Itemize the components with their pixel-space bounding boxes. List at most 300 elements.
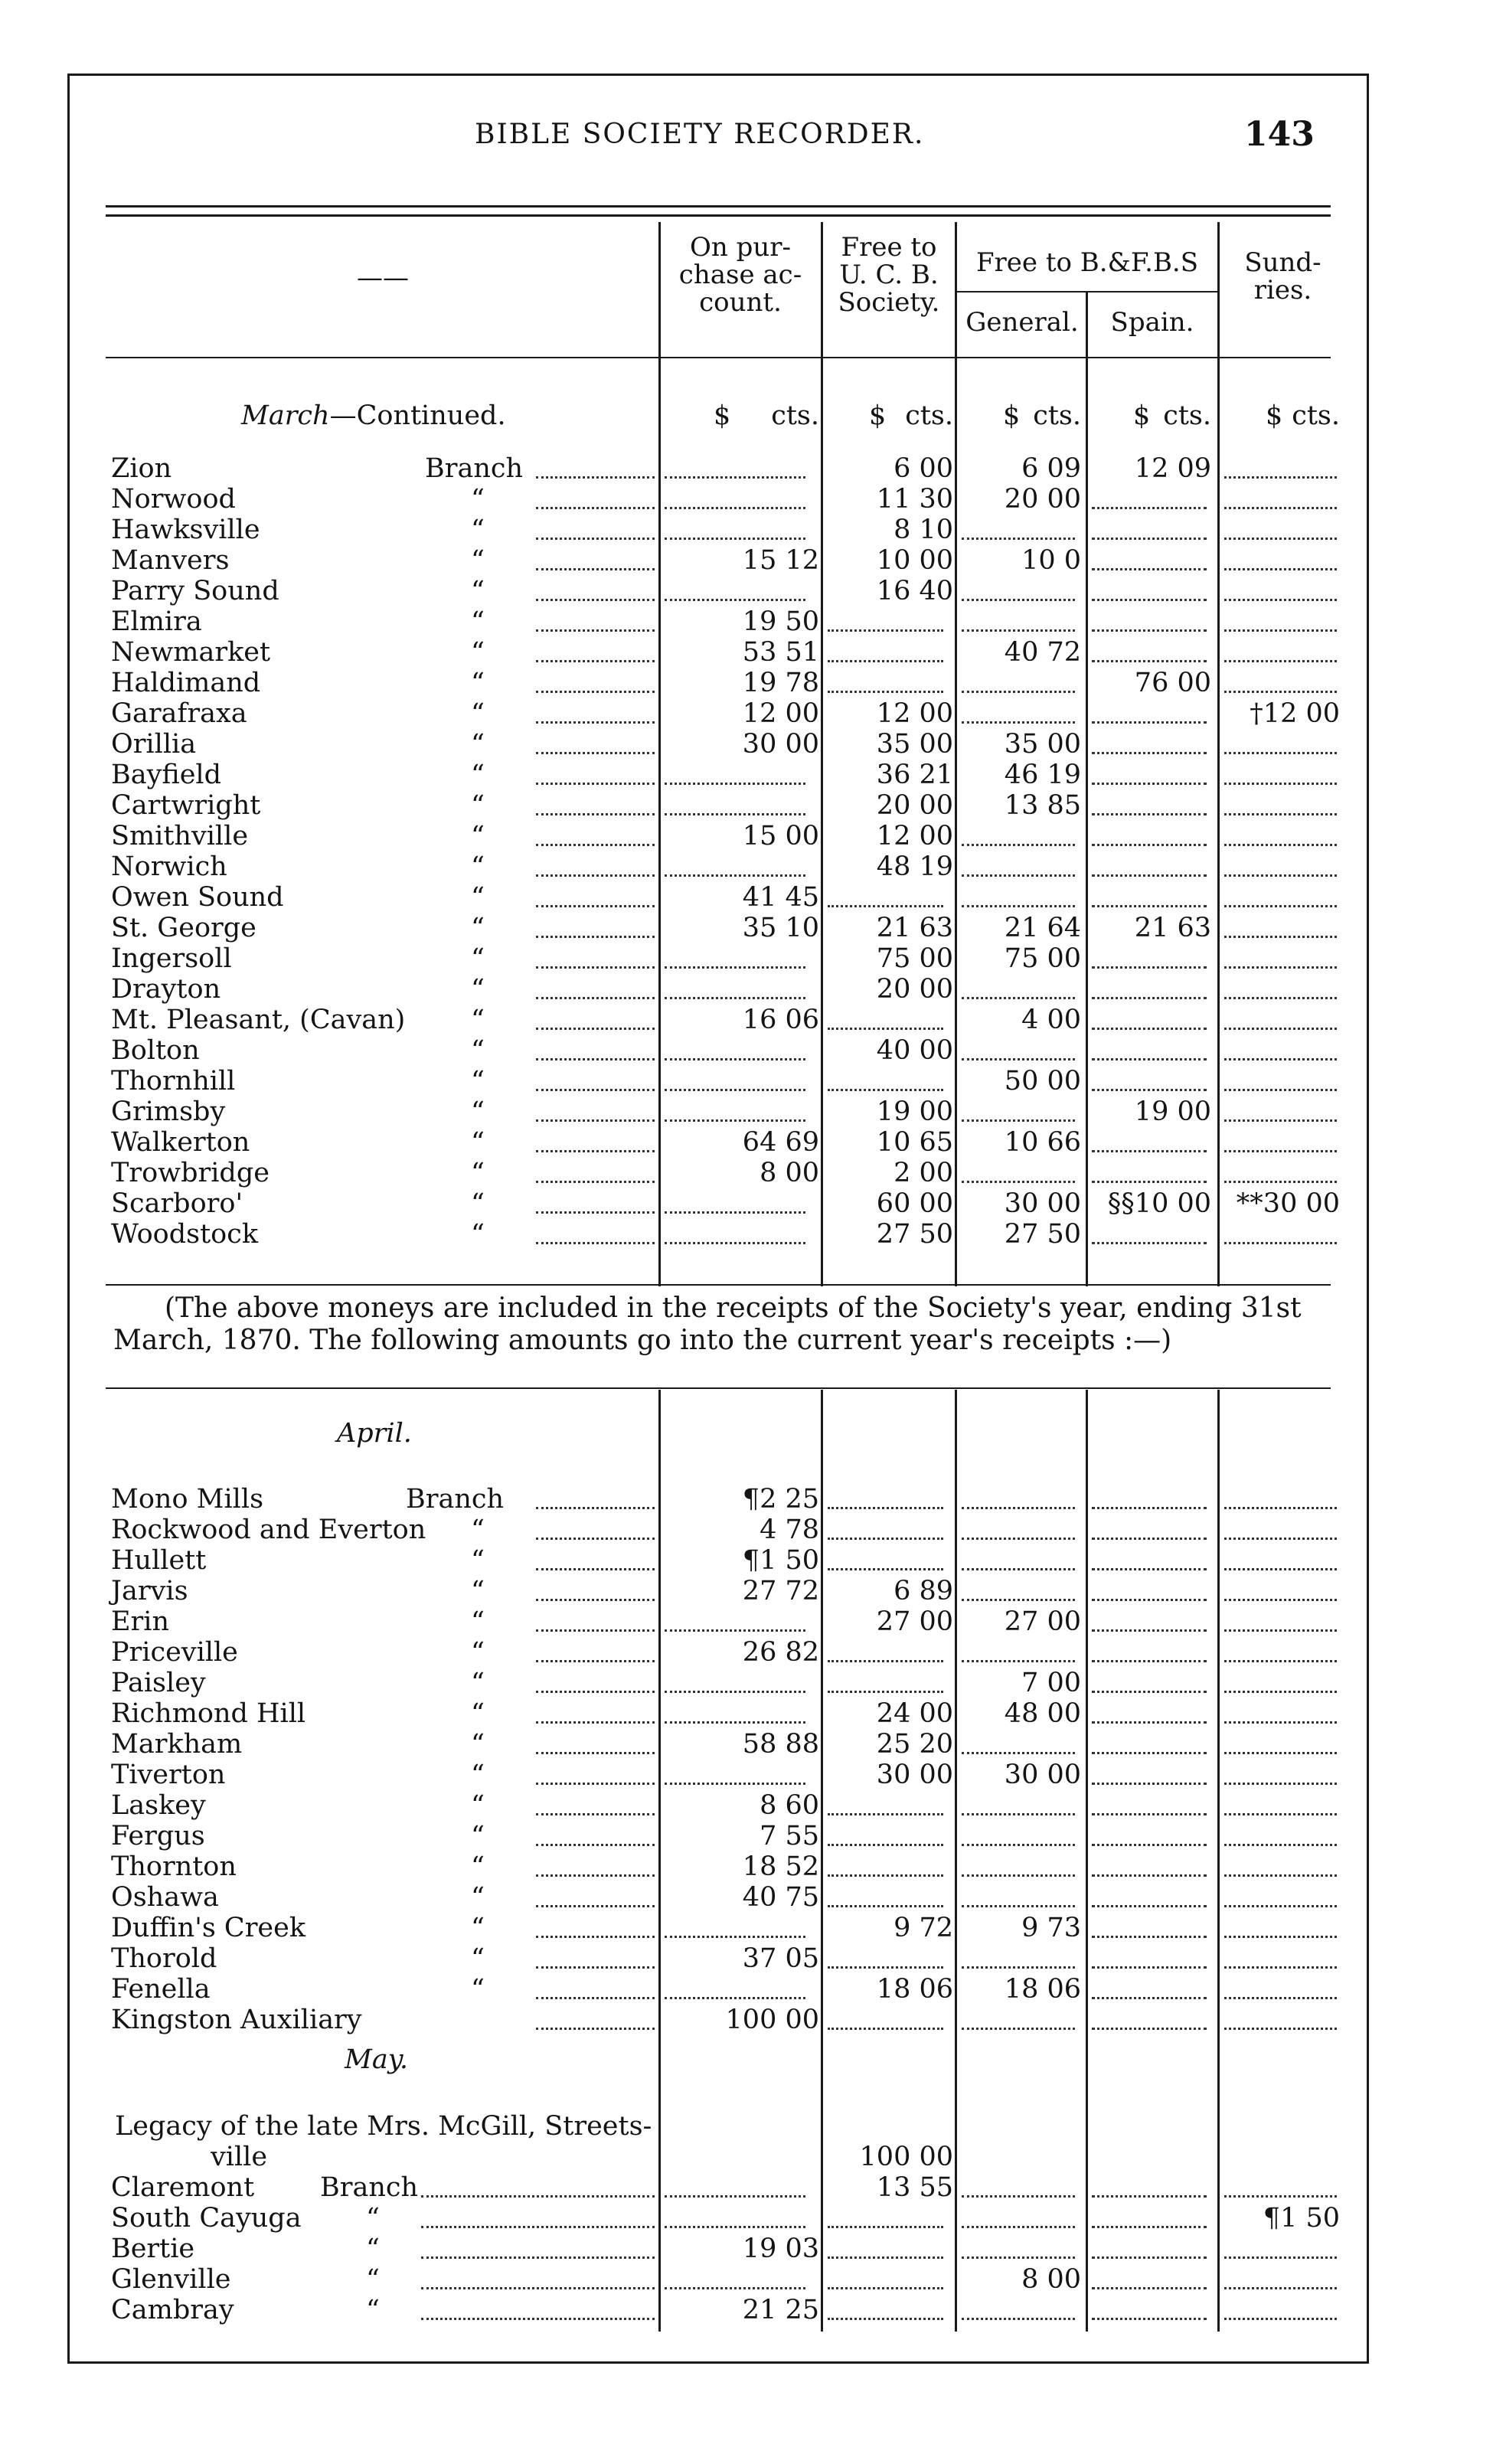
empty-cell-dots bbox=[1092, 1874, 1207, 1877]
branch-name: Elmira bbox=[111, 606, 202, 637]
empty-cell-dots bbox=[665, 1783, 805, 1785]
empty-cell-dots bbox=[1092, 599, 1207, 601]
april-row bbox=[0, 1974, 1493, 2005]
amount-col2: 16 40 bbox=[876, 576, 953, 606]
empty-cell-dots bbox=[1092, 660, 1207, 662]
ditto-mark: “ bbox=[471, 974, 485, 1005]
col-sundries-header bbox=[1220, 249, 1346, 304]
march-row bbox=[0, 453, 1493, 484]
empty-cell-dots bbox=[828, 1813, 943, 1815]
empty-cell-dots bbox=[962, 1874, 1075, 1877]
leader-dots bbox=[536, 1150, 655, 1152]
branch-label: Branch bbox=[406, 1484, 505, 1515]
leader-dots bbox=[536, 476, 655, 479]
empty-cell-dots bbox=[1224, 507, 1337, 509]
empty-cell-dots bbox=[1224, 874, 1337, 877]
ditto-mark: “ bbox=[471, 1188, 485, 1219]
branch-name: Cartwright bbox=[111, 790, 261, 821]
amount-col1: 37 05 bbox=[742, 1943, 819, 1974]
amount-col3: 46 19 bbox=[1004, 760, 1081, 790]
empty-cell-dots bbox=[1092, 844, 1207, 846]
branch-name: Woodstock bbox=[111, 1219, 259, 1250]
col-ucbs-header-line2: U. C. B. bbox=[839, 260, 939, 290]
empty-cell-dots bbox=[665, 1997, 805, 1999]
leader-dots bbox=[536, 752, 655, 754]
leader-dots bbox=[536, 1538, 655, 1540]
ditto-mark: “ bbox=[471, 1790, 485, 1821]
amount-col2: 6 00 bbox=[894, 453, 953, 484]
empty-cell-dots bbox=[962, 1660, 1075, 1662]
note-line-1: (The above moneys are included in the receipts of the Society's year, ending 31st bbox=[165, 1292, 1302, 1324]
empty-cell-dots bbox=[665, 813, 805, 815]
empty-cell-dots bbox=[828, 2226, 943, 2228]
amount-col4: 12 09 bbox=[1134, 453, 1211, 484]
empty-cell-dots bbox=[1224, 783, 1337, 785]
empty-cell-dots bbox=[1224, 1997, 1337, 1999]
col-purchase-header-line2: chase ac- bbox=[678, 260, 802, 290]
col-bfbs-group-header: Free to B.&F.B.S bbox=[975, 247, 1199, 278]
may-row bbox=[0, 2203, 1493, 2234]
leader-dots bbox=[536, 1752, 655, 1754]
april-row bbox=[0, 1576, 1493, 1606]
ditto-mark: “ bbox=[471, 1760, 485, 1790]
empty-cell-dots bbox=[828, 629, 943, 632]
ditto-mark: “ bbox=[471, 760, 485, 790]
stub-header: —— bbox=[357, 263, 409, 293]
april-row bbox=[0, 1515, 1493, 1545]
amount-col3: 20 00 bbox=[1004, 484, 1081, 515]
ditto-mark: “ bbox=[471, 637, 485, 668]
amount-col2: 18 06 bbox=[876, 1974, 953, 2005]
empty-cell-dots bbox=[828, 2256, 943, 2259]
empty-cell-dots bbox=[962, 599, 1075, 601]
empty-cell-dots bbox=[962, 1599, 1075, 1601]
branch-name: Garafraxa bbox=[111, 698, 247, 729]
branch-name: Thornhill bbox=[111, 1066, 236, 1096]
march-row bbox=[0, 484, 1493, 515]
amount-col2: 19 00 bbox=[876, 1096, 953, 1127]
leader-dots bbox=[536, 874, 655, 877]
amount-col2: 6 89 bbox=[894, 1576, 953, 1606]
empty-cell-dots bbox=[1092, 2287, 1207, 2289]
amount-col2: 30 00 bbox=[876, 1760, 953, 1790]
branch-name: Richmond Hill bbox=[111, 1698, 306, 1729]
empty-cell-dots bbox=[665, 2195, 805, 2198]
ditto-mark: “ bbox=[366, 2295, 380, 2325]
amount-col1: 64 69 bbox=[742, 1127, 819, 1158]
march-row bbox=[0, 1188, 1493, 1219]
empty-cell-dots bbox=[962, 2318, 1075, 2320]
branch-name: Parry Sound bbox=[111, 576, 279, 606]
ditto-mark: “ bbox=[471, 821, 485, 851]
empty-cell-dots bbox=[1224, 905, 1337, 907]
branch-name: Hawksville bbox=[111, 515, 260, 545]
amount-col2: 27 50 bbox=[876, 1219, 953, 1250]
empty-cell-dots bbox=[1224, 538, 1337, 540]
april-row bbox=[0, 1790, 1493, 1821]
branch-name: Thornton bbox=[111, 1851, 237, 1882]
branch-name: Jarvis bbox=[111, 1576, 188, 1606]
empty-cell-dots bbox=[1224, 629, 1337, 632]
leader-dots bbox=[536, 844, 655, 846]
amount-col3: 6 09 bbox=[1021, 453, 1081, 484]
empty-cell-dots bbox=[1092, 507, 1207, 509]
empty-cell-dots bbox=[962, 1905, 1075, 1907]
branch-name: Fergus bbox=[111, 1821, 205, 1851]
april-row bbox=[0, 1545, 1493, 1576]
april-top-rule bbox=[106, 1387, 1331, 1389]
ditto-mark: “ bbox=[471, 729, 485, 760]
empty-cell-dots bbox=[665, 2287, 805, 2289]
branch-name: Claremont bbox=[111, 2172, 255, 2203]
amount-col2: 21 63 bbox=[876, 913, 953, 943]
branch-name: Markham bbox=[111, 1729, 243, 1760]
leader-dots bbox=[536, 905, 655, 907]
empty-cell-dots bbox=[665, 476, 805, 479]
empty-cell-dots bbox=[1092, 1058, 1207, 1060]
legacy-ucbs-amount: 100 00 bbox=[859, 2142, 953, 2172]
leader-dots bbox=[536, 783, 655, 785]
leader-dots bbox=[536, 1721, 655, 1724]
leader-dots bbox=[536, 1936, 655, 1938]
leader-dots bbox=[536, 721, 655, 724]
empty-cell-dots bbox=[665, 2226, 805, 2228]
ditto-mark: “ bbox=[471, 1576, 485, 1606]
frame-bottom-rule bbox=[67, 2361, 1369, 2364]
empty-cell-dots bbox=[1224, 1966, 1337, 1969]
empty-cell-dots bbox=[665, 599, 805, 601]
ditto-mark: “ bbox=[471, 1698, 485, 1729]
amount-col3: 9 73 bbox=[1021, 1913, 1081, 1943]
empty-cell-dots bbox=[828, 1660, 943, 1662]
amount-col2: 12 00 bbox=[876, 821, 953, 851]
empty-cell-dots bbox=[1224, 599, 1337, 601]
amount-col1: 18 52 bbox=[742, 1851, 819, 1882]
col-purchase-header-line3: count. bbox=[699, 287, 782, 318]
empty-cell-dots bbox=[1092, 874, 1207, 877]
march-row bbox=[0, 943, 1493, 974]
leader-dots bbox=[536, 966, 655, 969]
march-row bbox=[0, 1158, 1493, 1188]
empty-cell-dots bbox=[1092, 1844, 1207, 1846]
leader-dots bbox=[536, 691, 655, 693]
branch-name: Grimsby bbox=[111, 1096, 226, 1127]
amount-col3: 50 00 bbox=[1004, 1066, 1081, 1096]
leader-dots bbox=[536, 1874, 655, 1877]
ditto-mark: “ bbox=[471, 1637, 485, 1668]
empty-cell-dots bbox=[665, 538, 805, 540]
empty-cell-dots bbox=[1224, 1242, 1337, 1244]
unit-dollar-col1: $ bbox=[714, 400, 731, 431]
empty-cell-dots bbox=[828, 2287, 943, 2289]
empty-cell-dots bbox=[1092, 1242, 1207, 1244]
unit-cents-col4: cts. bbox=[1163, 400, 1211, 431]
ditto-mark: “ bbox=[471, 668, 485, 698]
branch-name: Trowbridge bbox=[111, 1158, 270, 1188]
unit-cents-col5: cts. bbox=[1292, 400, 1340, 431]
empty-cell-dots bbox=[1224, 691, 1337, 693]
leader-dots bbox=[536, 568, 655, 570]
empty-cell-dots bbox=[1224, 813, 1337, 815]
empty-cell-dots bbox=[828, 905, 943, 907]
april-row bbox=[0, 1851, 1493, 1882]
amount-col5: **30 00 bbox=[1236, 1188, 1340, 1219]
empty-cell-dots bbox=[1224, 1691, 1337, 1693]
unit-cents-col2: cts. bbox=[905, 400, 953, 431]
header-double-rule-1 bbox=[106, 205, 1331, 208]
ditto-mark: “ bbox=[471, 1913, 485, 1943]
empty-cell-dots bbox=[1224, 568, 1337, 570]
empty-cell-dots bbox=[1092, 1752, 1207, 1754]
branch-name: Ingersoll bbox=[111, 943, 232, 974]
march-row bbox=[0, 1096, 1493, 1127]
empty-cell-dots bbox=[962, 1966, 1075, 1969]
empty-cell-dots bbox=[665, 1936, 805, 1938]
amount-col1: 30 00 bbox=[742, 729, 819, 760]
branch-name: Zion bbox=[111, 453, 172, 484]
empty-cell-dots bbox=[1092, 1568, 1207, 1570]
empty-cell-dots bbox=[1224, 2195, 1337, 2198]
empty-cell-dots bbox=[665, 1242, 805, 1244]
ditto-mark: “ bbox=[471, 790, 485, 821]
empty-cell-dots bbox=[665, 1691, 805, 1693]
april-row bbox=[0, 2005, 1493, 2035]
empty-cell-dots bbox=[1092, 905, 1207, 907]
ditto-mark: “ bbox=[471, 882, 485, 913]
leader-dots bbox=[536, 1660, 655, 1662]
leader-dots bbox=[536, 1211, 655, 1214]
leader-dots bbox=[536, 1844, 655, 1846]
amount-col2: 20 00 bbox=[876, 790, 953, 821]
branch-name: Bertie bbox=[111, 2234, 195, 2264]
march-row bbox=[0, 790, 1493, 821]
leader-dots bbox=[421, 2318, 655, 2320]
branch-name: Glenville bbox=[111, 2264, 231, 2295]
empty-cell-dots bbox=[1224, 1119, 1337, 1122]
branch-name: Oshawa bbox=[111, 1882, 219, 1913]
empty-cell-dots bbox=[962, 1058, 1075, 1060]
leader-dots bbox=[536, 1181, 655, 1183]
ditto-mark: “ bbox=[471, 913, 485, 943]
branch-name: Bolton bbox=[111, 1035, 200, 1066]
leader-dots bbox=[536, 1599, 655, 1601]
leader-dots bbox=[536, 1783, 655, 1785]
april-row bbox=[0, 1913, 1493, 1943]
empty-cell-dots bbox=[828, 691, 943, 693]
empty-cell-dots bbox=[665, 966, 805, 969]
empty-cell-dots bbox=[962, 2195, 1075, 2198]
amount-col2: 24 00 bbox=[876, 1698, 953, 1729]
leader-dots bbox=[536, 1242, 655, 1244]
may-section-title: May. bbox=[345, 2044, 408, 2075]
empty-cell-dots bbox=[1092, 1538, 1207, 1540]
branch-name: South Cayuga bbox=[111, 2203, 302, 2234]
amount-col3: 8 00 bbox=[1021, 2264, 1081, 2295]
branch-name: Mono Mills bbox=[111, 1484, 264, 1515]
amount-col5: †12 00 bbox=[1250, 698, 1340, 729]
empty-cell-dots bbox=[962, 1538, 1075, 1540]
ditto-mark: “ bbox=[366, 2264, 380, 2295]
leader-dots bbox=[536, 1997, 655, 1999]
amount-col3: 75 00 bbox=[1004, 943, 1081, 974]
march-row bbox=[0, 668, 1493, 698]
amount-col2: 40 00 bbox=[876, 1035, 953, 1066]
ditto-mark: “ bbox=[471, 606, 485, 637]
running-title: BIBLE SOCIETY RECORDER. bbox=[475, 119, 925, 150]
empty-cell-dots bbox=[828, 1538, 943, 1540]
amount-col1: 12 00 bbox=[742, 698, 819, 729]
empty-cell-dots bbox=[1224, 752, 1337, 754]
april-row bbox=[0, 1668, 1493, 1698]
amount-col5: ¶1 50 bbox=[1263, 2203, 1340, 2234]
branch-name: Owen Sound bbox=[111, 882, 284, 913]
leader-dots bbox=[536, 1905, 655, 1907]
empty-cell-dots bbox=[962, 1752, 1075, 1754]
march-row bbox=[0, 606, 1493, 637]
ditto-mark: “ bbox=[471, 1158, 485, 1188]
empty-cell-dots bbox=[1224, 1721, 1337, 1724]
empty-cell-dots bbox=[828, 1507, 943, 1509]
unit-dollar-col2: $ bbox=[869, 400, 887, 431]
empty-cell-dots bbox=[962, 629, 1075, 632]
amount-col2: 35 00 bbox=[876, 729, 953, 760]
empty-cell-dots bbox=[1092, 568, 1207, 570]
empty-cell-dots bbox=[1092, 1936, 1207, 1938]
amount-col1: 53 51 bbox=[742, 637, 819, 668]
amount-col3: 40 72 bbox=[1004, 637, 1081, 668]
april-row bbox=[0, 1637, 1493, 1668]
branch-name: Kingston Auxiliary bbox=[111, 2005, 362, 2035]
empty-cell-dots bbox=[665, 997, 805, 999]
leader-dots bbox=[421, 2256, 655, 2259]
branch-name: Smithville bbox=[111, 821, 249, 851]
empty-cell-dots bbox=[1092, 783, 1207, 785]
branch-name: Orillia bbox=[111, 729, 197, 760]
leader-dots bbox=[536, 1028, 655, 1030]
ditto-mark: “ bbox=[471, 1851, 485, 1882]
empty-cell-dots bbox=[962, 1813, 1075, 1815]
leader-dots bbox=[536, 997, 655, 999]
unit-cents-col1: cts. bbox=[771, 400, 819, 431]
empty-cell-dots bbox=[1092, 1507, 1207, 1509]
col-purchase-header bbox=[660, 234, 821, 316]
empty-cell-dots bbox=[828, 660, 943, 662]
col-sundries-header-line1: Sund- bbox=[1244, 247, 1321, 278]
unit-cents-col3: cts. bbox=[1033, 400, 1081, 431]
amount-col3: 18 06 bbox=[1004, 1974, 1081, 2005]
empty-cell-dots bbox=[1092, 538, 1207, 540]
empty-cell-dots bbox=[828, 2318, 943, 2320]
empty-cell-dots bbox=[962, 844, 1075, 846]
empty-cell-dots bbox=[1092, 1150, 1207, 1152]
march-row bbox=[0, 974, 1493, 1005]
empty-cell-dots bbox=[962, 2256, 1075, 2259]
ditto-mark: “ bbox=[471, 943, 485, 974]
empty-cell-dots bbox=[1224, 1874, 1337, 1877]
april-row bbox=[0, 1821, 1493, 1851]
branch-name: Norwood bbox=[111, 484, 236, 515]
amount-col2: 25 20 bbox=[876, 1729, 953, 1760]
empty-cell-dots bbox=[1224, 1629, 1337, 1632]
amount-col1: 15 00 bbox=[742, 821, 819, 851]
branch-label: Branch bbox=[320, 2172, 419, 2203]
leader-dots bbox=[421, 2195, 655, 2198]
unit-dollar-col4: $ bbox=[1133, 400, 1151, 431]
empty-cell-dots bbox=[1092, 2028, 1207, 2030]
page-number: 143 bbox=[1244, 115, 1315, 154]
empty-cell-dots bbox=[1092, 721, 1207, 724]
empty-cell-dots bbox=[665, 874, 805, 877]
march-row bbox=[0, 1219, 1493, 1250]
march-row bbox=[0, 545, 1493, 576]
empty-cell-dots bbox=[962, 997, 1075, 999]
legacy-line-1: Legacy of the late Mrs. McGill, Streets- bbox=[115, 2111, 652, 2142]
empty-cell-dots bbox=[962, 2028, 1075, 2030]
empty-cell-dots bbox=[962, 2226, 1075, 2228]
march-section-title bbox=[241, 400, 506, 431]
empty-cell-dots bbox=[1092, 1599, 1207, 1601]
ditto-mark: “ bbox=[471, 1005, 485, 1035]
empty-cell-dots bbox=[1224, 936, 1337, 938]
may-row bbox=[0, 2295, 1493, 2325]
empty-cell-dots bbox=[962, 874, 1075, 877]
empty-cell-dots bbox=[1092, 752, 1207, 754]
branch-name: Paisley bbox=[111, 1668, 206, 1698]
march-row bbox=[0, 760, 1493, 790]
legacy-line-2: ville bbox=[211, 2142, 268, 2172]
amount-col1: 4 78 bbox=[760, 1515, 819, 1545]
amount-col1: 100 00 bbox=[725, 2005, 819, 2035]
ditto-mark: “ bbox=[471, 1219, 485, 1250]
branch-name: Thorold bbox=[111, 1943, 217, 1974]
march-row bbox=[0, 1005, 1493, 1035]
branch-name: Walkerton bbox=[111, 1127, 250, 1158]
april-row bbox=[0, 1484, 1493, 1515]
branch-name: Newmarket bbox=[111, 637, 271, 668]
amount-col2: 36 21 bbox=[876, 760, 953, 790]
leader-dots bbox=[536, 1058, 655, 1060]
april-row bbox=[0, 1760, 1493, 1790]
empty-cell-dots bbox=[1224, 1538, 1337, 1540]
branch-name: St. George bbox=[111, 913, 256, 943]
amount-col1: 26 82 bbox=[742, 1637, 819, 1668]
amount-col3: 4 00 bbox=[1021, 1005, 1081, 1035]
ditto-mark: “ bbox=[471, 698, 485, 729]
leader-dots bbox=[536, 629, 655, 632]
leader-dots bbox=[536, 660, 655, 662]
amount-col3: 27 50 bbox=[1004, 1219, 1081, 1250]
frame-top-rule bbox=[67, 74, 1369, 76]
ditto-mark: “ bbox=[471, 576, 485, 606]
branch-name: Scarboro' bbox=[111, 1188, 243, 1219]
amount-col1: 41 45 bbox=[742, 882, 819, 913]
leader-dots bbox=[536, 1629, 655, 1632]
empty-cell-dots bbox=[1224, 1844, 1337, 1846]
unit-dollar-col3: $ bbox=[1003, 400, 1021, 431]
april-row bbox=[0, 1698, 1493, 1729]
amount-col2: 13 55 bbox=[876, 2172, 953, 2203]
ditto-mark: “ bbox=[471, 851, 485, 882]
col-general-header: General. bbox=[965, 307, 1079, 338]
col-sundries-header-line2: ries. bbox=[1253, 275, 1312, 306]
leader-dots bbox=[536, 1089, 655, 1091]
amount-col2: 20 00 bbox=[876, 974, 953, 1005]
empty-cell-dots bbox=[1092, 1997, 1207, 1999]
amount-col3: 10 66 bbox=[1004, 1127, 1081, 1158]
leader-dots bbox=[536, 1813, 655, 1815]
empty-cell-dots bbox=[665, 1089, 805, 1091]
amount-col3: 48 00 bbox=[1004, 1698, 1081, 1729]
